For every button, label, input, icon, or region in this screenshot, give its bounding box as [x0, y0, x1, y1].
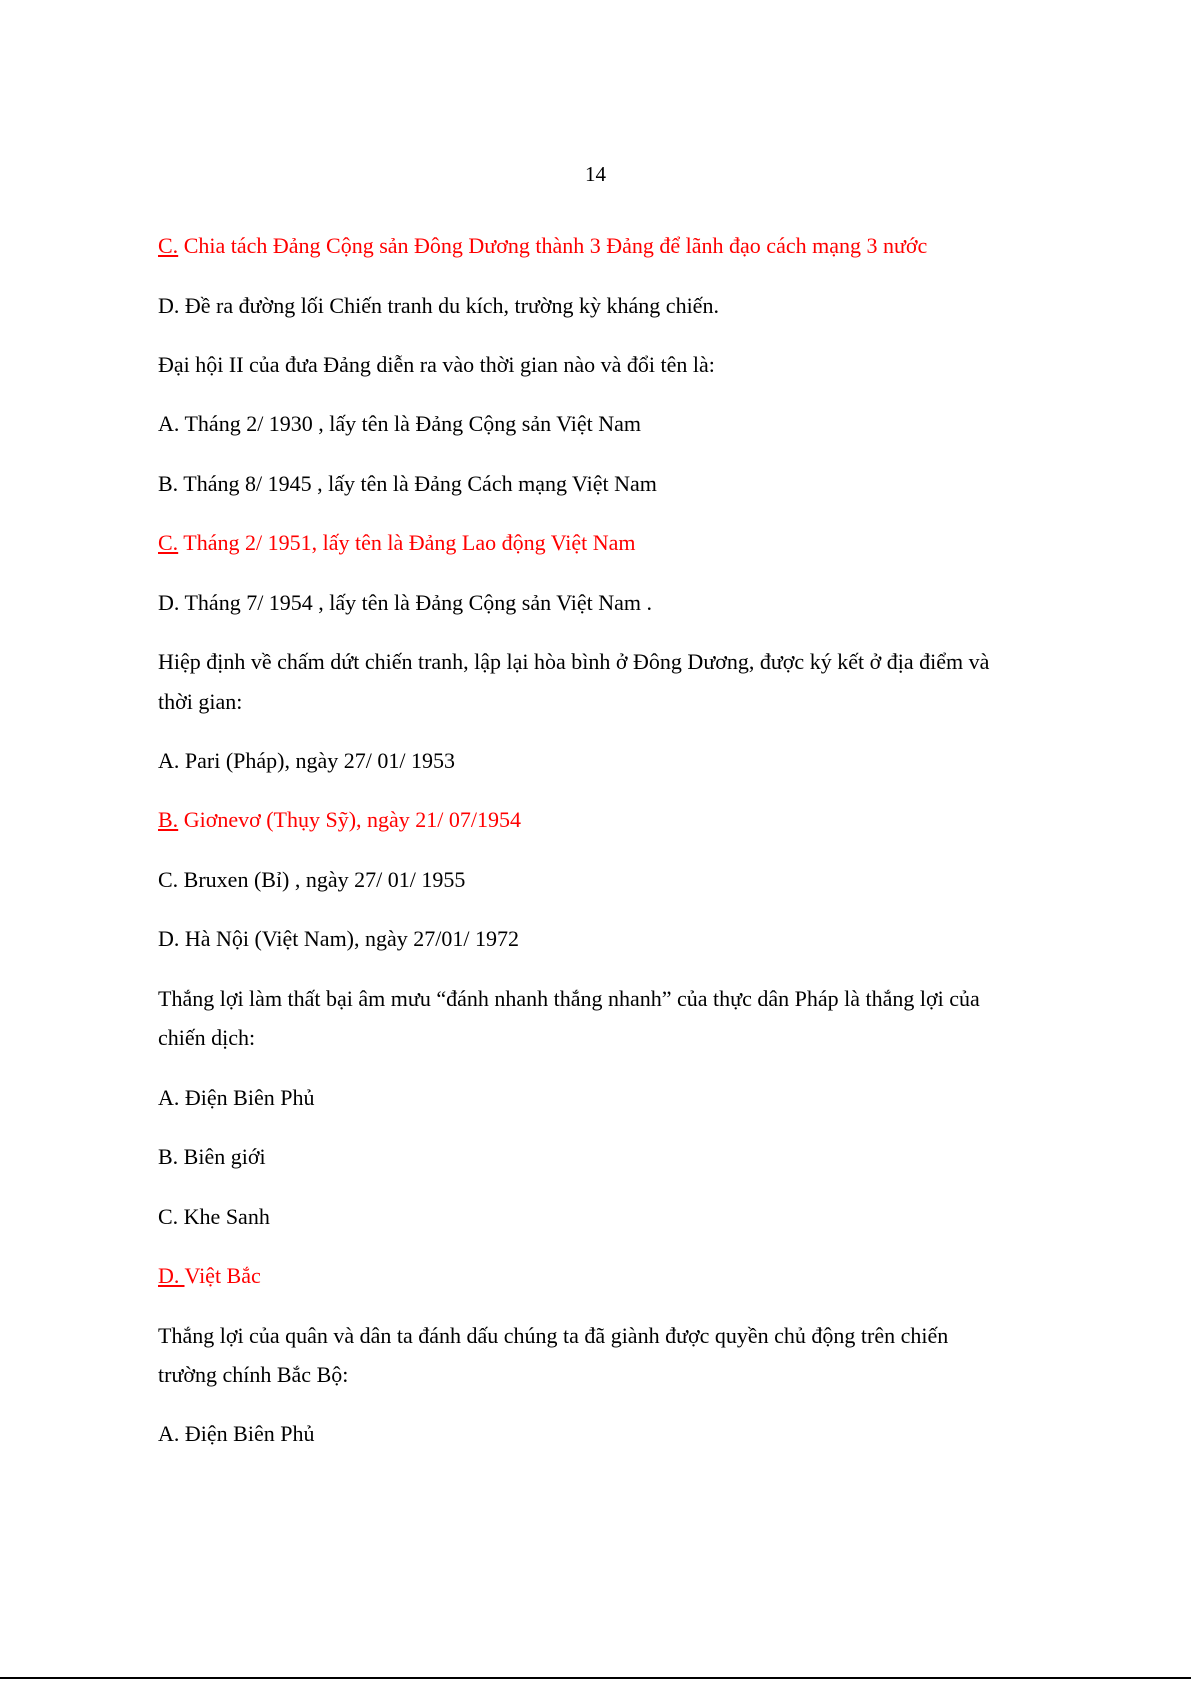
- page-number: 14: [585, 162, 606, 186]
- answer-option-c: C. Khe Sanh: [158, 1204, 270, 1229]
- question-text-continued: trường chính Bắc Bộ:: [158, 1362, 349, 1387]
- answer-option-b-correct: [158, 807, 521, 833]
- answer-option-c: C. Bruxen (Bỉ) , ngày 27/ 01/ 1955: [158, 867, 466, 892]
- bottom-rule: [0, 1677, 1191, 1679]
- question-text: Thắng lợi của quân và dân ta đánh dấu chúng ta đã giành được quyền chủ động trên chiến: [158, 1323, 949, 1348]
- answer-option-d: D. Hà Nội (Việt Nam), ngày 27/01/ 1972: [158, 926, 520, 951]
- answer-option-a: A. Tháng 2/ 1930 , lấy tên là Đảng Cộng sản Việt Nam: [158, 411, 642, 436]
- answer-text: Chia tách Đảng Cộng sản Đông Dương thành 3 Đảng để lãnh đạo cách mạng 3 nước: [178, 233, 928, 258]
- question-text-continued: chiến dịch:: [158, 1025, 256, 1050]
- answer-text: Tháng 2/ 1951, lấy tên là Đảng Lao động Việt Nam: [178, 530, 636, 555]
- answer-option-b: B. Biên giới: [158, 1144, 266, 1169]
- answer-option-c-correct: [158, 233, 927, 259]
- question-text: Hiệp định về chấm dứt chiến tranh, lập lại hòa bình ở Đông Dương, được ký kết ở địa điểm và: [158, 649, 990, 674]
- answer-prefix: C.: [158, 233, 179, 258]
- question-text-continued: thời gian:: [158, 689, 243, 714]
- question-text: Thắng lợi làm thất bại âm mưu “đánh nhanh thắng nhanh” của thực dân Pháp là thắng lợi của: [158, 986, 980, 1011]
- answer-option-a: A. Pari (Pháp), ngày 27/ 01/ 1953: [158, 748, 455, 773]
- answer-option-d: D. Tháng 7/ 1954 , lấy tên là Đảng Cộng sản Việt Nam .: [158, 590, 653, 615]
- answer-option-d-correct: [158, 1263, 261, 1289]
- answer-option-d: D. Đề ra đường lối Chiến tranh du kích, trường kỳ kháng chiến.: [158, 293, 719, 318]
- answer-prefix: B.: [158, 807, 179, 832]
- answer-option-b: B. Tháng 8/ 1945 , lấy tên là Đảng Cách mạng Việt Nam: [158, 471, 657, 496]
- answer-text: Việt Bắc: [184, 1263, 261, 1288]
- answer-option-c-correct: [158, 530, 636, 556]
- question-text: Đại hội II của đưa Đảng diễn ra vào thời gian nào và đổi tên là:: [158, 352, 715, 377]
- answer-text: Giơnevơ (Thụy Sỹ), ngày 21/ 07/1954: [178, 807, 522, 832]
- answer-prefix: C.: [158, 530, 179, 555]
- answer-option-a: A. Điện Biên Phủ: [158, 1085, 315, 1110]
- answer-option-a: A. Điện Biên Phủ: [158, 1421, 315, 1446]
- answer-prefix: D.: [158, 1263, 185, 1288]
